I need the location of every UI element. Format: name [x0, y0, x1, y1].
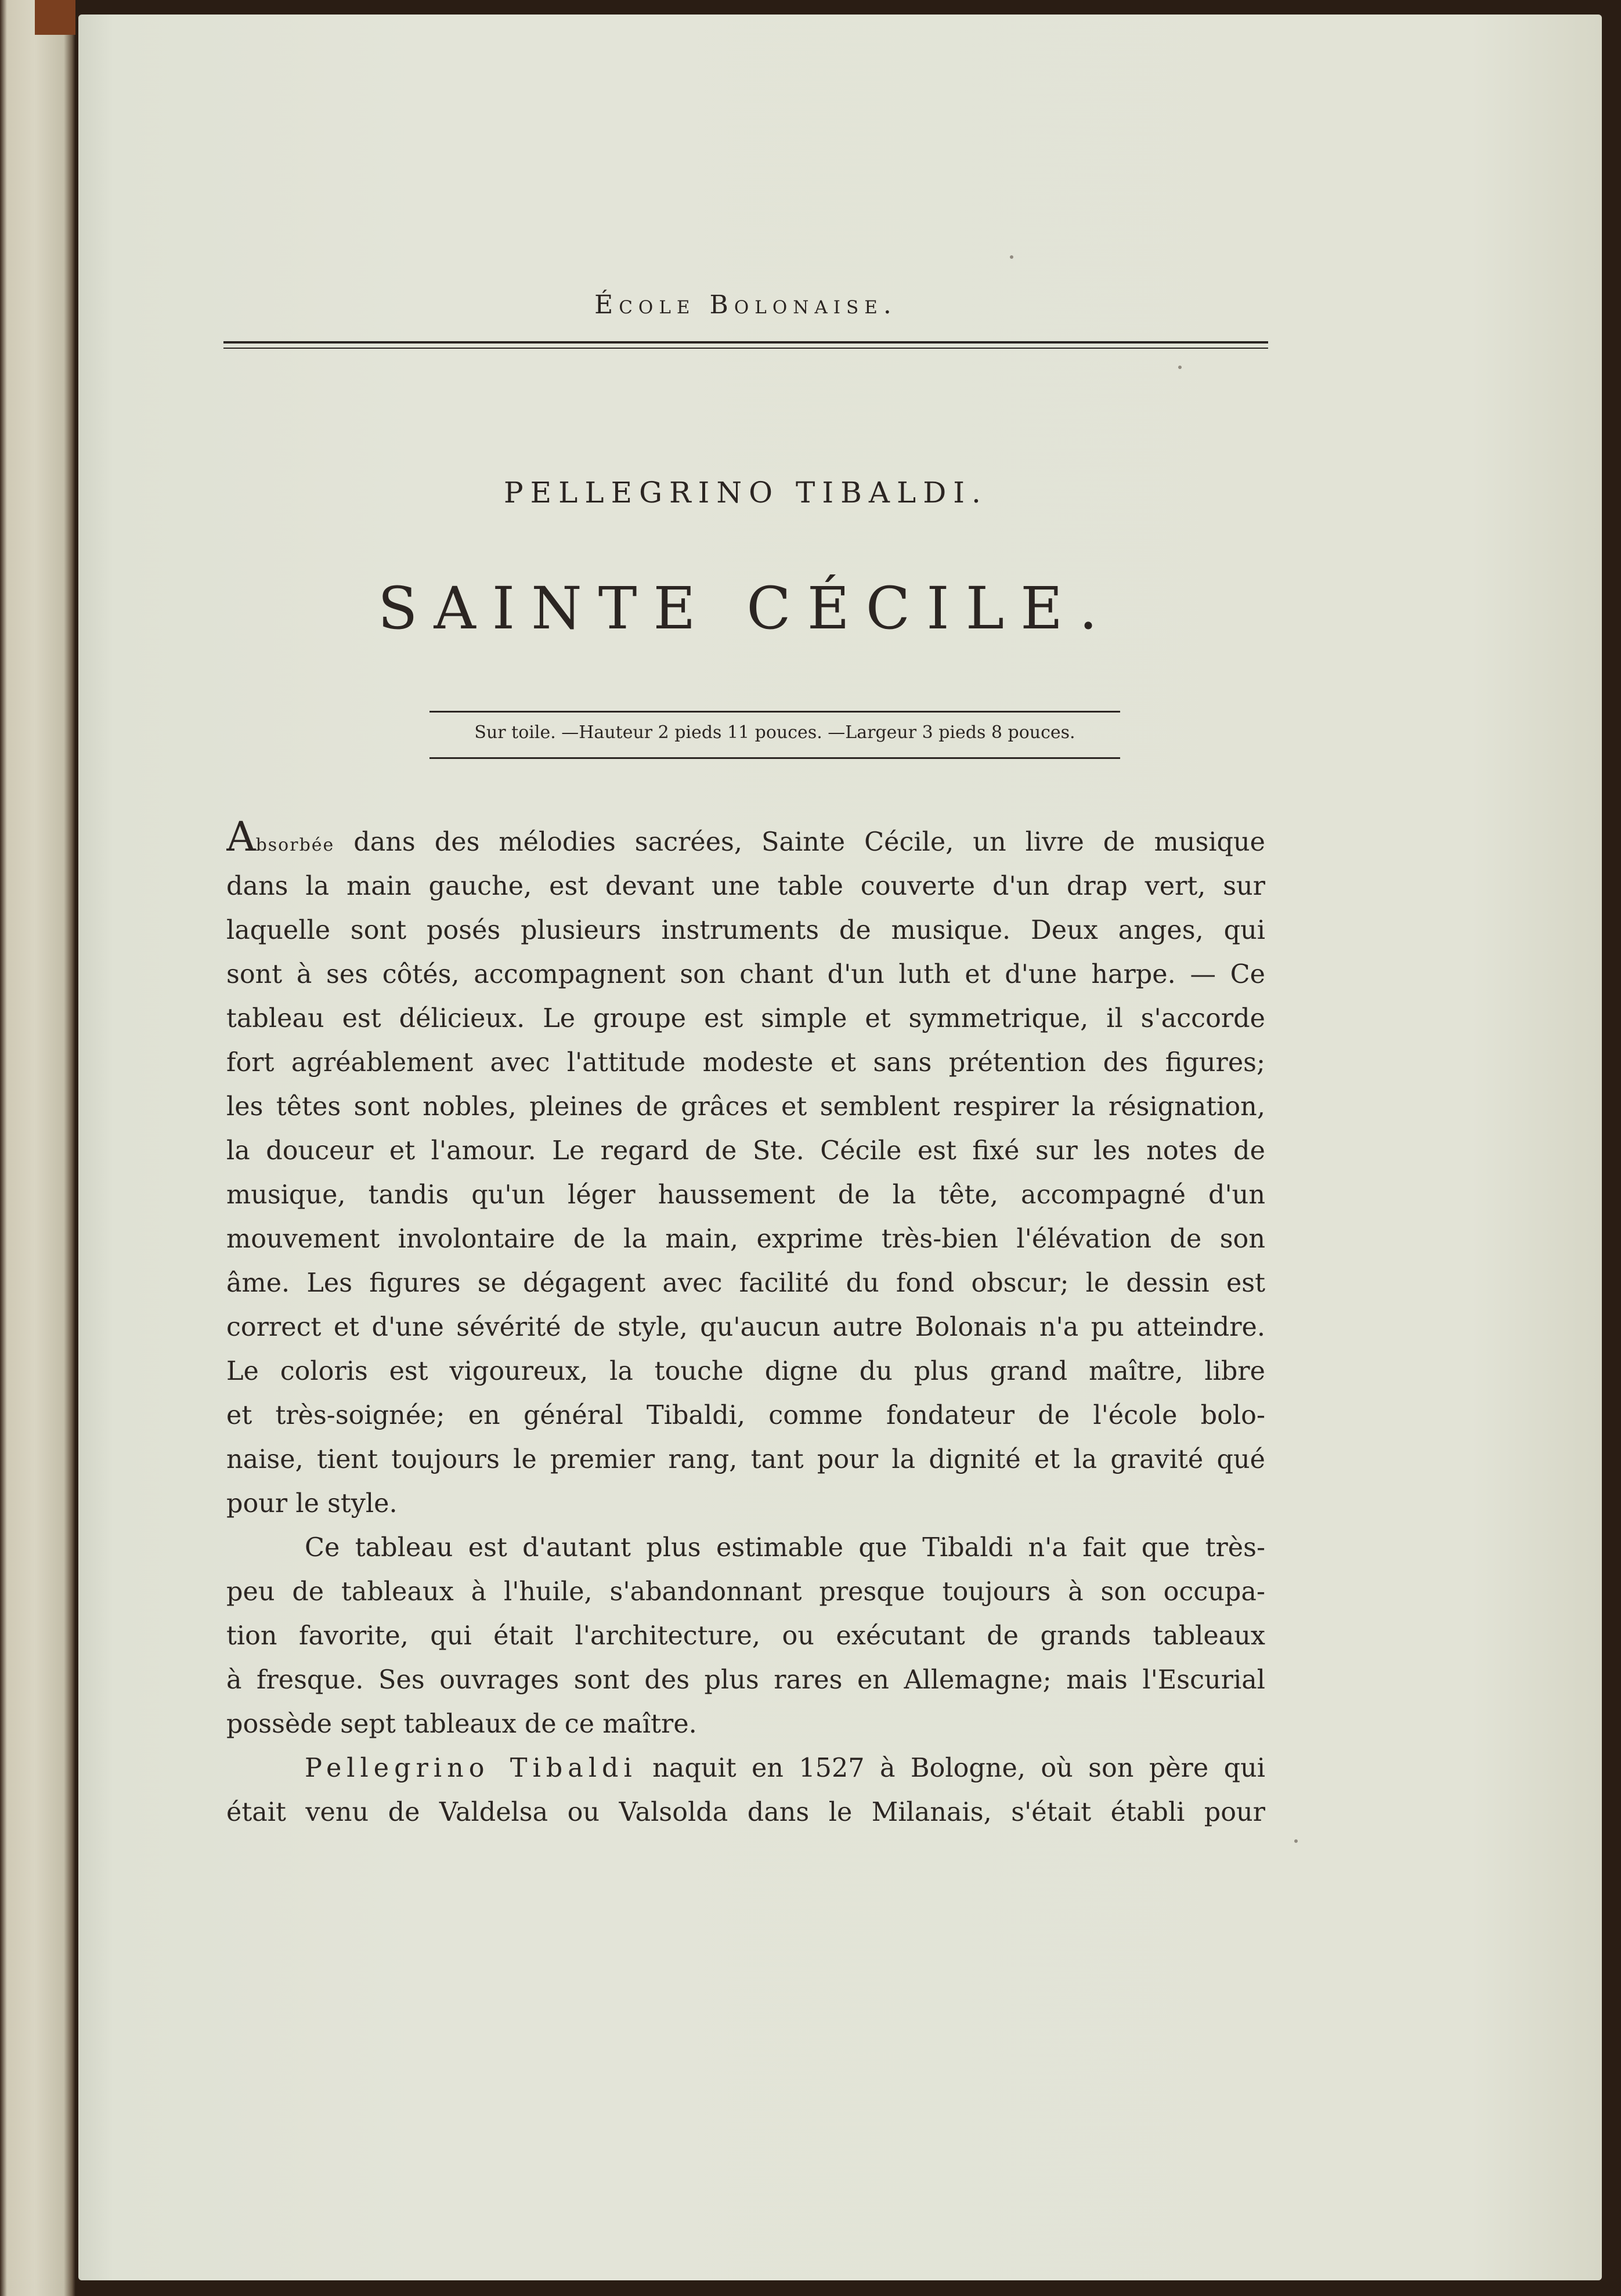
line-text: naquit en 1527 à Bologne, où son père qui [637, 1753, 1265, 1783]
text-line: sont à ses côtés, accompagnent son chant d'un luth et d'une harpe. — Ce [226, 960, 1265, 989]
text-line: naise, tient toujours le premier rang, tant pour la dignité et la gravité qué [226, 1445, 1265, 1474]
dimensions-caption: Sur toile. —Hauteur 2 pieds 11 pouces. —Largeur 3 pieds 8 pouces. [474, 722, 1075, 743]
book-spine-edge [0, 0, 75, 2296]
text-line: âme. Les figures se dégagent avec facilité du fond obscur; le dessin est [226, 1268, 1265, 1298]
text-line: correct et d'une sévérité de style, qu'aucun autre Bolonais n'a pu atteindre. [226, 1312, 1265, 1342]
body-text [226, 820, 1265, 1835]
binding-tab [35, 0, 75, 35]
text-line: peu de tableaux à l'huile, s'abandonnant presque toujours à son occupa- [226, 1577, 1265, 1607]
text-line: Ce tableau est d'autant plus estimable que Tibaldi n'a fait que très- [305, 1533, 1265, 1563]
text-line: fort agréablement avec l'attitude modeste et sans prétention des figures; [226, 1048, 1265, 1078]
header-double-rule [223, 341, 1268, 349]
paper-speck [1178, 366, 1182, 369]
text-line: pour le style. [226, 1489, 398, 1518]
text-line: musique, tandis qu'un léger haussement de la tête, accompagné d'un [226, 1180, 1265, 1210]
text-line: était venu de Valdelsa ou Valsolda dans le Milanais, s'était établi pour [226, 1798, 1265, 1827]
text-line: à fresque. Ses ouvrages sont des plus rares en Allemagne; mais l'Escurial [226, 1665, 1265, 1695]
school-header: École Bolonaise. [594, 290, 897, 320]
text-line: mouvement involontaire de la main, exprime très-bien l'élévation de son [226, 1224, 1265, 1254]
page-title: SAINTE CÉCILE. [378, 574, 1114, 642]
paper-speck [1010, 255, 1013, 259]
drop-cap: A [226, 820, 256, 860]
text-line: tableau est délicieux. Le groupe est simple et symmetrique, il s'accorde [226, 1004, 1265, 1033]
line-text: dans des mélodies sacrées, Sainte Cécile, un livre de musique [334, 827, 1265, 857]
text-line: dans la main gauche, est devant une table couverte d'un drap vert, sur [226, 872, 1265, 901]
lead-word: bsorbée [255, 835, 335, 855]
text-line [226, 1747, 1265, 1791]
text-line: la douceur et l'amour. Le regard de Ste. Cécile est fixé sur les notes de [226, 1136, 1265, 1166]
dimensions-rule-top [429, 711, 1120, 713]
text-line: et très-soignée; en général Tibaldi, comme fondateur de l'école bolo- [226, 1401, 1265, 1430]
text-line: possède sept tableaux de ce maître. [226, 1709, 697, 1739]
text-line: tion favorite, qui était l'architecture, ou exécutant de grands tableaux [226, 1621, 1265, 1651]
text-line: les têtes sont nobles, pleines de grâces et semblent respirer la résignation, [226, 1092, 1265, 1122]
artist-name-inline: Pellegrino Tibaldi [305, 1753, 637, 1783]
dimensions-rule-bottom [429, 757, 1120, 759]
artist-name: PELLEGRINO TIBALDI. [504, 476, 988, 509]
paper-speck [1294, 1839, 1298, 1843]
text-line: Le coloris est vigoureux, la touche digne du plus grand maître, libre [226, 1357, 1265, 1386]
text-line-1 [226, 820, 1265, 865]
text-line: laquelle sont posés plusieurs instruments de musique. Deux anges, qui [226, 916, 1265, 945]
